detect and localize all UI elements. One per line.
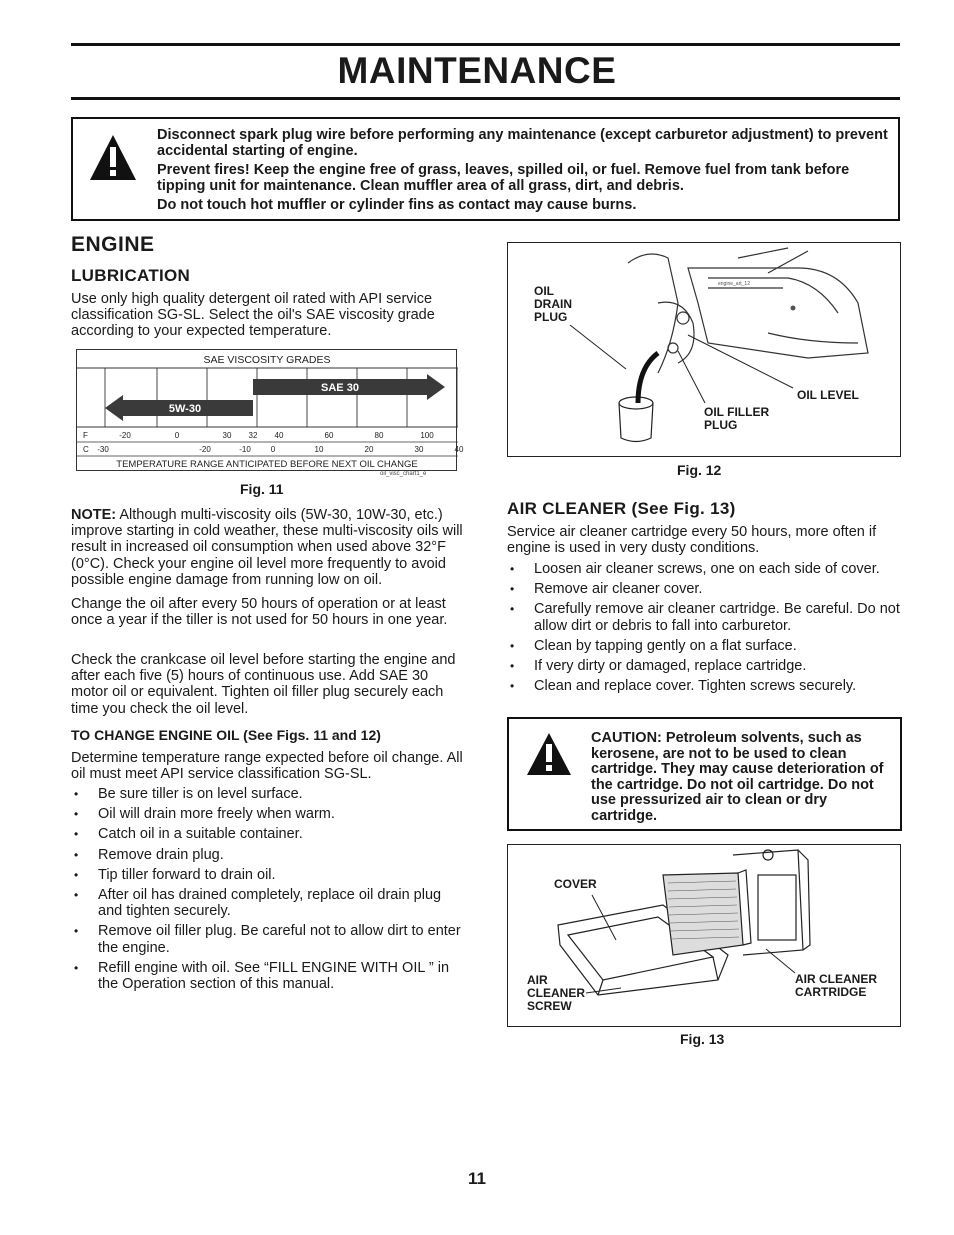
f-tick-label: 0: [174, 431, 180, 440]
f-tick-label: 32: [248, 431, 258, 440]
viscosity-chart-svg: [77, 350, 464, 472]
list-item: • Catch oil in a suitable container.: [71, 826, 466, 842]
c-tick-label: -30: [97, 445, 109, 454]
title-rule: [71, 97, 900, 100]
list-item: • Oil will drain more freely when warm.: [71, 806, 466, 822]
list-item: • After oil has drained completely, replace oil drain plug and tighten securely.: [71, 887, 466, 919]
air-cleaner-cartridge-label: AIR CLEANER CARTRIDGE: [795, 972, 878, 999]
page-number: 11: [468, 1169, 486, 1188]
list-item: • Be sure tiller is on level surface.: [71, 786, 466, 802]
5w30-label: 5W-30: [168, 403, 202, 415]
oil-level-label: OIL LEVEL: [797, 388, 859, 402]
f-tick-label: 100: [420, 431, 434, 440]
fig13-frame: [507, 844, 901, 1027]
engine-heading: ENGINE: [71, 233, 155, 256]
change-oil-intro: Determine temperature range expected before oil change. All oil must meet API service classification SG-SL.: [71, 750, 463, 783]
list-item: • Remove oil filler plug. Be careful not to allow dirt to enter the engine.: [71, 923, 466, 955]
c-tick-label: 30: [414, 445, 424, 454]
c-tick-label: 40: [454, 445, 464, 454]
f-tick-label: -20: [119, 431, 131, 440]
chart-title: SAE VISCOSITY GRADES: [203, 354, 331, 366]
list-item: • If very dirty or damaged, replace cartridge.: [507, 658, 901, 674]
top-rule: [71, 43, 900, 46]
fig12-caption: Fig. 12: [677, 462, 722, 478]
fig11-caption: Fig. 11: [240, 481, 284, 497]
check-oil-paragraph: Check the crankcase oil level before starting the engine and after each five (5) hours of continuous use. Add SAE 30 motor oil or equivalent. Tighten oil filler plug securely each time you check the oil level.: [71, 652, 456, 717]
chart-xlabel: TEMPERATURE RANGE ANTICIPATED BEFORE NEXT OIL CHANGE: [116, 459, 418, 470]
note-text: Although multi-viscosity oils (5W-30, 10W-30, etc.) improve starting in cold weather, these multi-viscosity oils will result in increased oil consumption when used above 32°F (0°C). Check your engine oil level more frequently to avoid possible engine damage from running low on oil.: [71, 507, 463, 588]
list-item: • Loosen air cleaner screws, one on each side of cover.: [507, 561, 901, 577]
air-cleaner-intro: Service air cleaner cartridge every 50 hours, more often if engine is used in very dusty conditions.: [507, 524, 877, 557]
caution-box: [507, 717, 902, 831]
warning-line-1: Disconnect spark plug wire before performing any maintenance (except carburetor adjustment) to prevent accidental starting of engine.: [157, 127, 888, 159]
change-oil-heading: TO CHANGE ENGINE OIL (See Figs. 11 and 12): [71, 727, 381, 743]
f-tick-label: 40: [274, 431, 284, 440]
list-item: • Remove air cleaner cover.: [507, 581, 901, 597]
viscosity-chart: [76, 349, 464, 471]
caution-triangle-icon: [525, 731, 573, 777]
f-axis-label: F: [83, 431, 88, 440]
c-tick-label: -10: [239, 445, 251, 454]
air-cleaner-steps: [507, 561, 901, 694]
note-paragraph: [71, 507, 466, 588]
warning-box: [71, 117, 900, 221]
air-cleaner-heading: AIR CLEANER (See Fig. 13): [507, 499, 736, 518]
warning-line-3: Do not touch hot muffler or cylinder fins as contact may cause burns.: [157, 197, 637, 213]
list-item: • Clean and replace cover. Tighten screws securely.: [507, 678, 901, 694]
c-tick-label: -20: [199, 445, 211, 454]
c-tick-label: 10: [314, 445, 324, 454]
sae30-label: SAE 30: [321, 382, 359, 394]
change-oil-steps: [71, 786, 466, 992]
list-item: • Remove drain plug.: [71, 847, 466, 863]
f-tick-label: 80: [374, 431, 384, 440]
caution-text: CAUTION: Petroleum solvents, such as kerosene, are not to be used to clean cartridge. They may cause deterioration of the cartridge. Do not oil cartridge. Do not use pressurized air to clean or dry cartridge.: [591, 730, 884, 824]
list-item: • Tip tiller forward to drain oil.: [71, 867, 466, 883]
list-item: • Refill engine with oil. See “FILL ENGINE WITH OIL ” in the Operation section of this manual.: [71, 960, 466, 992]
list-item: • Clean by tapping gently on a flat surface.: [507, 638, 901, 654]
f-tick-label: 30: [222, 431, 232, 440]
oil-drain-plug-label: OIL DRAIN PLUG: [534, 284, 572, 324]
oil-filler-plug-label: OIL FILLER PLUG: [704, 405, 770, 432]
fig12-frame: [507, 242, 901, 457]
f-tick-label: 60: [324, 431, 334, 440]
lubrication-heading: LUBRICATION: [71, 266, 191, 285]
c-axis-label: C: [83, 445, 89, 454]
warning-triangle-icon: [88, 133, 138, 183]
warning-line-2: Prevent fires! Keep the engine free of grass, leaves, spilled oil, or fuel. Remove fuel from tank before tipping unit for maintenance. Clean muffler area of all grass, dirt, and debris.: [157, 162, 850, 194]
cover-label: COVER: [554, 877, 597, 891]
lubrication-intro: Use only high quality detergent oil rated with API service classification SG-SL. Select the oil's SAE viscosity grade according to your expected temperature.: [71, 291, 435, 340]
fig13-caption: Fig. 13: [680, 1031, 725, 1047]
fig12-code: engine_art_12: [718, 281, 750, 287]
note-label: NOTE:: [71, 507, 117, 523]
chart-code: oil_visc_chart1_e: [380, 471, 427, 477]
change-oil-paragraph: Change the oil after every 50 hours of operation or at least once a year if the tiller is not used for 50 hours in one year.: [71, 596, 448, 629]
page-title: MAINTENANCE: [337, 50, 617, 91]
list-item: • Carefully remove air cleaner cartridge. Be careful. Do not allow dirt or debris to fall into carburetor.: [507, 601, 901, 633]
c-tick-label: 20: [364, 445, 374, 454]
air-cleaner-screw-label: AIR CLEANER SCREW: [527, 973, 586, 1013]
c-tick-label: 0: [270, 445, 276, 454]
